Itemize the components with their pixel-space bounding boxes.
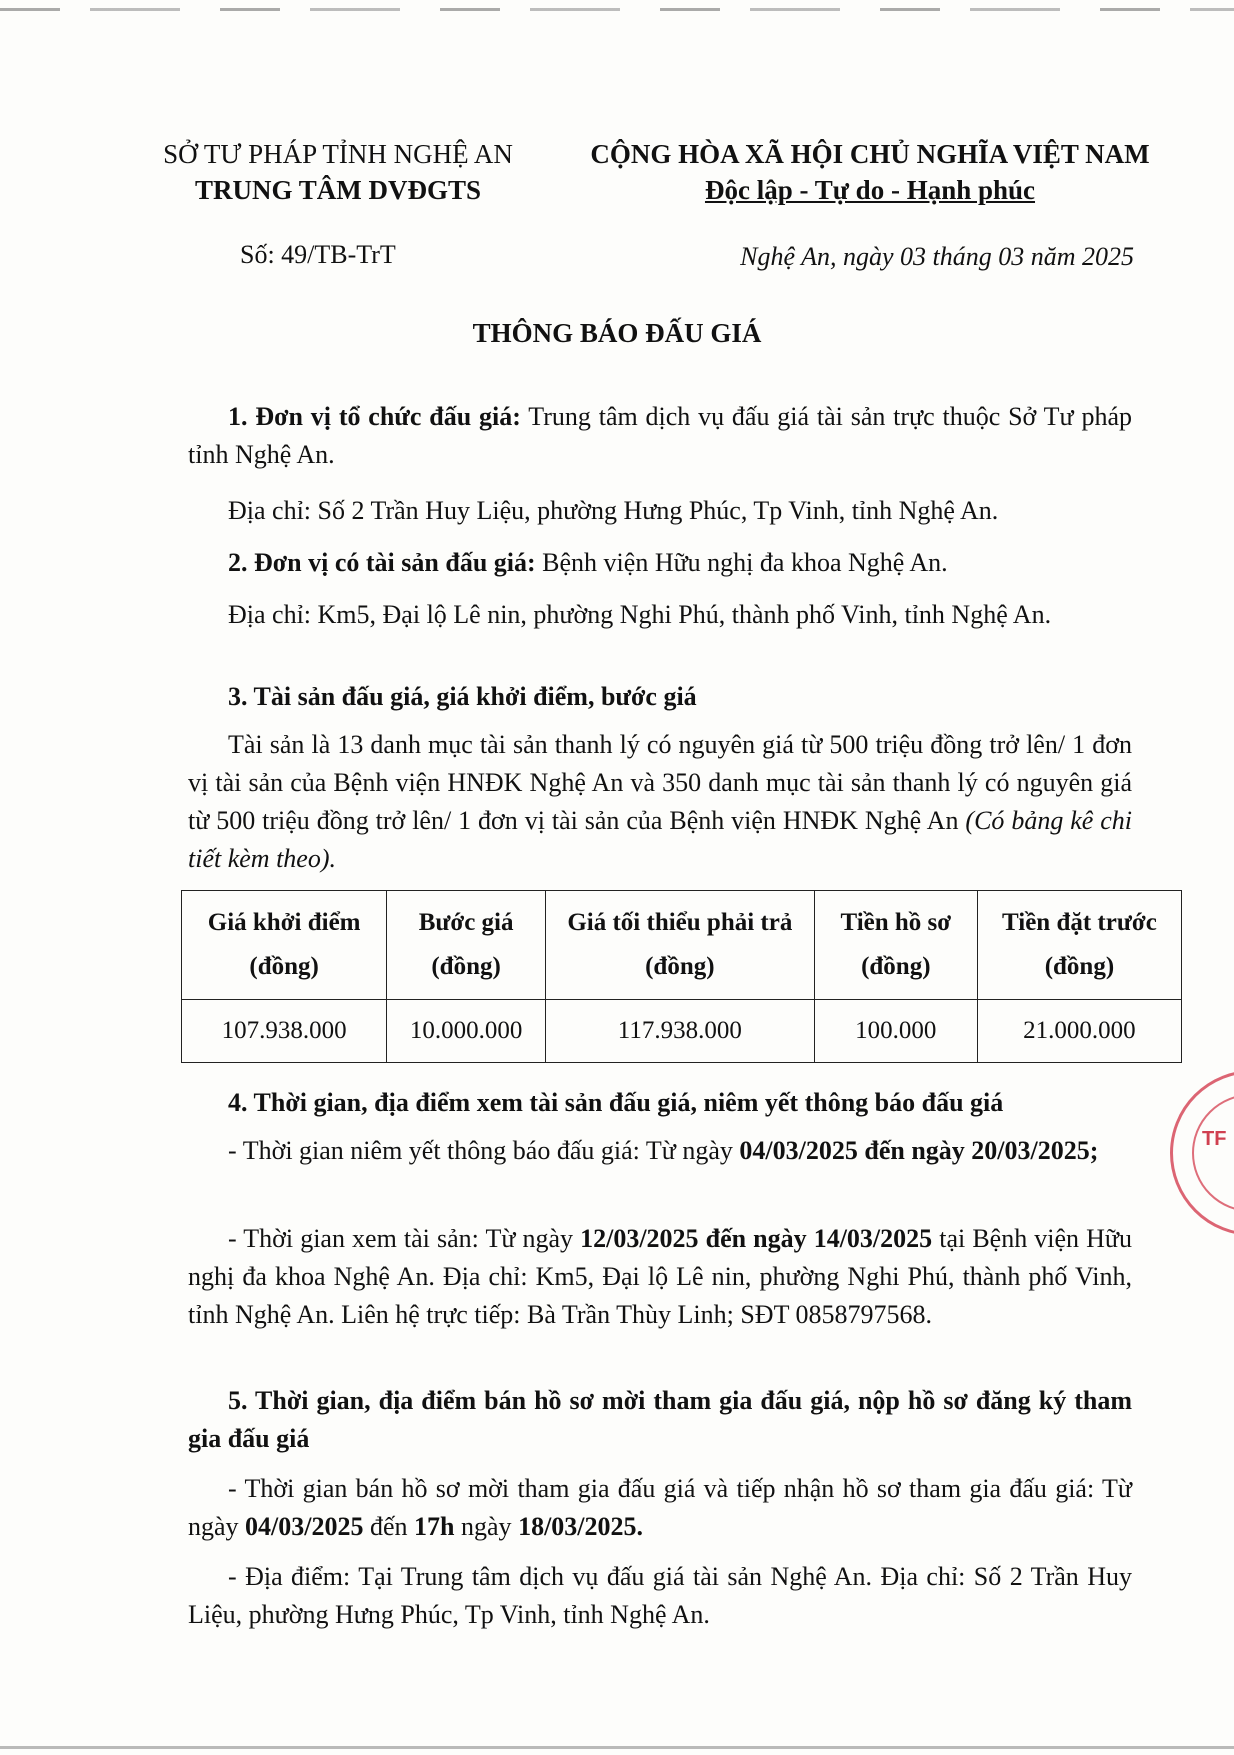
section-5-date-start: 04/03/2025 [245, 1512, 364, 1541]
section-3-note: (Có bảng kê chi tiết kèm theo). [188, 806, 1133, 873]
section-2 [188, 544, 1132, 582]
country-name: CỘNG HÒA XÃ HỘI CHỦ NGHĨA VIỆT NAM [590, 139, 1150, 169]
cell-bid-step: 10.000.000 [387, 1000, 546, 1063]
section-3-heading: 3. Tài sản đấu giá, giá khởi điểm, bước giá [228, 682, 697, 711]
issuer-block [138, 136, 538, 208]
section-1-label: 1. Đơn vị tổ chức đấu giá: [228, 402, 521, 431]
col-deposit: Tiền đặt trước (đồng) [977, 891, 1181, 1000]
section-4-para-1-text: - Thời gian niêm yết thông báo đấu giá: Từ ngày [228, 1136, 733, 1165]
section-1 [188, 398, 1132, 474]
cell-dossier-fee: 100.000 [814, 1000, 977, 1063]
scan-edge-bottom [0, 1746, 1234, 1749]
section-4-para-2-rest: tại Bệnh viện Hữu nghị đa khoa Nghệ An. Địa chỉ: Km5, Đại lộ Lê nin, phường Nghi Phú, thành phố Vinh, tỉnh Nghệ An. Liên hệ trực tiếp: Bà Trần Thùy Linh; SĐT 0858797568. [188, 1224, 1132, 1329]
section-4-para-2-text: - Thời gian xem tài sản: Từ ngày [228, 1224, 574, 1253]
col-dossier-fee: Tiền hồ sơ (đồng) [814, 891, 977, 1000]
col-minimum-price: Giá tối thiểu phải trả (đồng) [545, 891, 814, 1000]
section-5-para-1-text: - Thời gian bán hồ sơ mời tham gia đấu giá và tiếp nhận hồ sơ tham gia đấu giá: Từ ngày [188, 1474, 1132, 1541]
motto: Độc lập - Tự do - Hạnh phúc [704, 175, 1036, 205]
issuer-center: TRUNG TÂM DVĐGTS [194, 175, 482, 205]
document-title: THÔNG BÁO ĐẤU GIÁ [472, 318, 762, 348]
price-table [181, 890, 1182, 1063]
section-5-time: 17h [414, 1512, 455, 1541]
issuer-department: SỞ TƯ PHÁP TỈNH NGHỆ AN [163, 139, 513, 169]
section-4-para-1 [188, 1132, 1132, 1170]
section-5-word-to: đến [370, 1512, 408, 1541]
section-1-address: Địa chỉ: Số 2 Trần Huy Liệu, phường Hưng Phúc, Tp Vinh, tỉnh Nghệ An. [228, 496, 999, 525]
section-4-para-2 [188, 1220, 1132, 1334]
section-3-text: Tài sản là 13 danh mục tài sản thanh lý có nguyên giá từ 500 triệu đồng trở lên/ 1 đơn vị tài sản của Bệnh viện HNĐK Nghệ An và 350 danh mục tài sản thanh lý có nguyên giá từ 500 triệu đồng trở lên/ 1 đơn vị tài sản của Bệnh viện HNĐK Nghệ An [188, 730, 1132, 835]
cell-starting-price: 107.938.000 [182, 1000, 387, 1063]
section-1-text: Trung tâm dịch vụ đấu giá tài sản trực thuộc Sở Tư pháp tỉnh Nghệ An. [188, 402, 1133, 469]
section-5-date-end: 18/03/2025. [518, 1512, 644, 1541]
section-2-address: Địa chỉ: Km5, Đại lộ Lê nin, phường Nghi Phú, thành phố Vinh, tỉnh Nghệ An. [228, 600, 1052, 629]
col-bid-step: Bước giá (đồng) [387, 891, 546, 1000]
place-date: Nghệ An, ngày 03 tháng 03 năm 2025 [740, 242, 1134, 271]
cell-deposit: 21.000.000 [977, 1000, 1181, 1063]
red-seal-fragment: TF [1202, 1128, 1227, 1150]
document-number: Số: 49/TB-TrT [240, 240, 396, 269]
section-4-para-2-dates: 12/03/2025 đến ngày 14/03/2025 [580, 1224, 933, 1253]
section-3-body [188, 726, 1132, 878]
section-2-text: Bệnh viện Hữu nghị đa khoa Nghệ An. [542, 548, 948, 577]
national-motto-block [560, 136, 1180, 208]
col-starting-price: Giá khởi điểm (đồng) [182, 891, 387, 1000]
section-4-heading: 4. Thời gian, địa điểm xem tài sản đấu giá, niêm yết thông báo đấu giá [228, 1088, 1004, 1117]
section-5-para-2: - Địa điểm: Tại Trung tâm dịch vụ đấu giá tài sản Nghệ An. Địa chỉ: Số 2 Trần Huy Liệu, phường Hưng Phúc, Tp Vinh, tỉnh Nghệ An. [188, 1562, 1132, 1629]
section-5-word-day: ngày [461, 1512, 512, 1541]
table-header-row [182, 891, 1182, 1000]
section-2-label: 2. Đơn vị có tài sản đấu giá: [228, 548, 536, 577]
section-4-para-1-dates: 04/03/2025 đến ngày 20/03/2025; [739, 1136, 1099, 1165]
table-row [182, 1000, 1182, 1063]
cell-minimum-price: 117.938.000 [545, 1000, 814, 1063]
section-5-heading: 5. Thời gian, địa điểm bán hồ sơ mời tham gia đấu giá, nộp hồ sơ đăng ký tham gia đấu giá [188, 1386, 1132, 1453]
section-5-para-1 [188, 1470, 1132, 1546]
